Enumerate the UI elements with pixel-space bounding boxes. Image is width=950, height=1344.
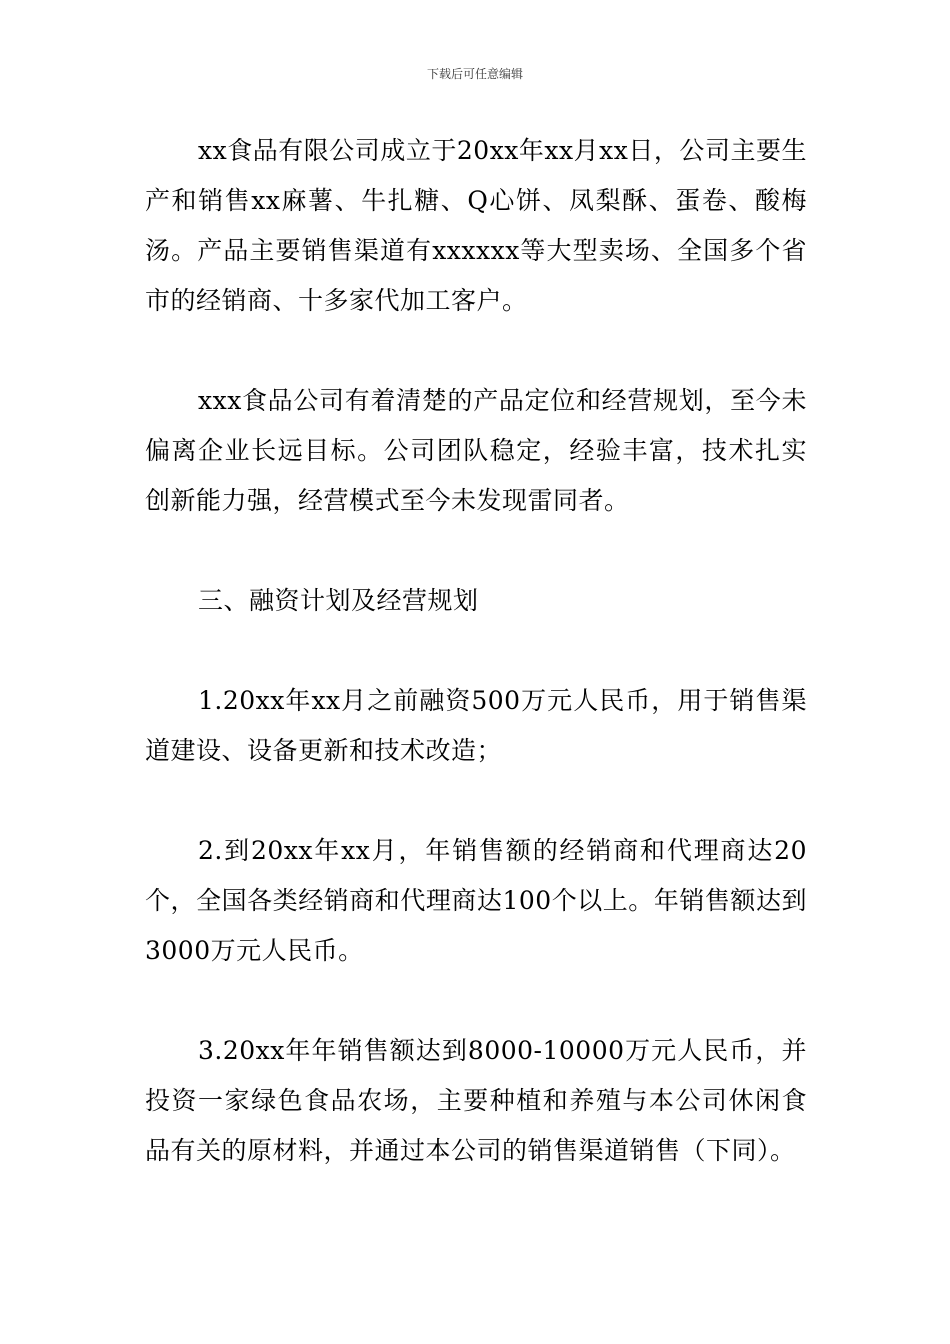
paragraph-company-positioning: xxx食品公司有着清楚的产品定位和经营规划，至今未偏离企业长远目标。公司团队稳定，经验丰富，技术扎实创新能力强，经营模式至今未发现雷同者。 — [145, 386, 807, 515]
document-body — [145, 126, 807, 1176]
page-header-note: 下载后可任意编辑 — [426, 67, 523, 81]
section-heading-financing-plan: 三、融资计划及经营规划 — [198, 586, 479, 615]
list-item-plan-2: 2.到20xx年xx月，年销售额的经销商和代理商达20个，全国各类经销商和代理商达100个以上。年销售额达到3000万元人民币。 — [145, 836, 807, 965]
paragraph-company-intro: xx食品有限公司成立于20xx年xx月xx日，公司主要生产和销售xx麻薯、牛扎糖、Q心饼、凤梨酥、蛋卷、酸梅汤。产品主要销售渠道有xxxxxx等大型卖场、全国多个省市的经销商、十多家代加工客户。 — [145, 136, 807, 315]
list-item-plan-3: 3.20xx年年销售额达到8000-10000万元人民币，并投资一家绿色食品农场，主要种植和养殖与本公司休闲食品有关的原材料，并通过本公司的销售渠道销售（下同）。 — [145, 1036, 807, 1165]
list-item-plan-1: 1.20xx年xx月之前融资500万元人民币，用于销售渠道建设、设备更新和技术改造； — [145, 686, 807, 765]
